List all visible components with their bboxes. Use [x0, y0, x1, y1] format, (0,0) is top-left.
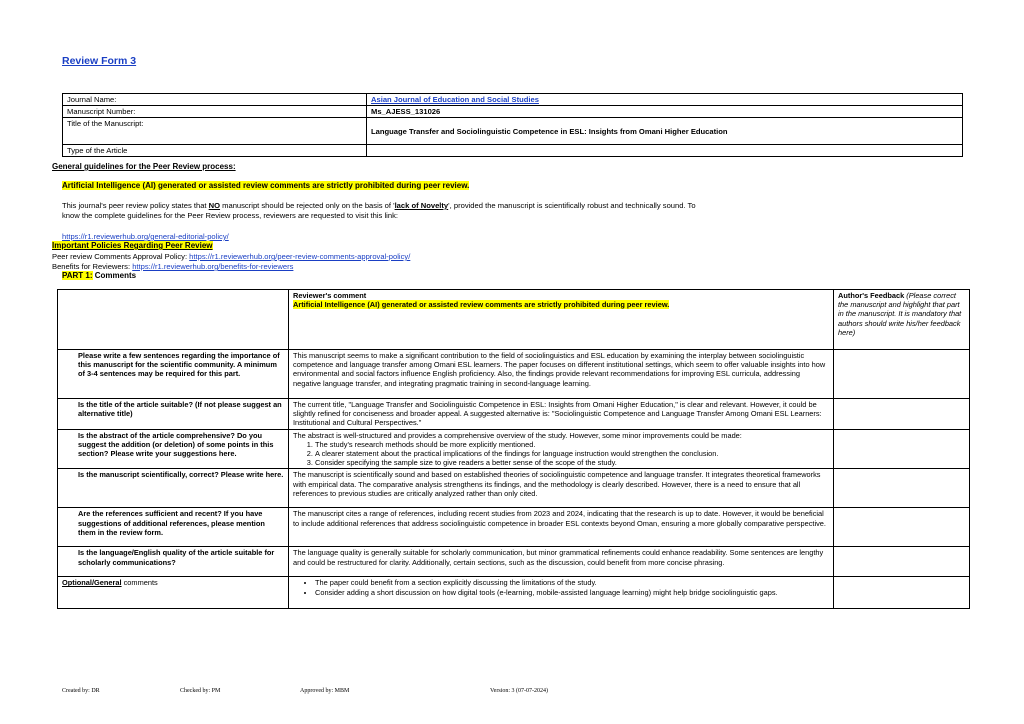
comment-abstract: The abstract is well-structured and provides a comprehensive overview of the study. However, some minor improvements could be made: 1. The study's research methods should be more explicitly mentioned. 2. A clearer statement about the practical implications of the findings for language instruction would strengthen the conclusion. 3. Consider specifying the sample size to give readers a better sense of the scope of the study. [289, 429, 834, 469]
journal-label: Journal Name: [63, 94, 367, 106]
optional-comments [289, 577, 834, 609]
manuscript-number-label: Manuscript Number: [63, 106, 367, 118]
form-title: Review Form 3 [62, 55, 137, 67]
list-item: 1. The study's research methods should be more explicitly mentioned. [315, 440, 829, 449]
question-abstract: Is the abstract of the article comprehensive? Do you suggest the addition (or deletion) of some points in this section? Please write your suggestions here. [58, 429, 289, 469]
footer-approved: Approved by: MBM [300, 688, 350, 694]
article-type-label: Type of the Article [63, 145, 367, 157]
part1-label: PART 1: [62, 271, 93, 280]
comment-title: The current title, "Language Transfer and Sociolinguistic Competence in ESL: Insights from Omani Higher Education," is clear and relevant. However, it could be slightly refined for conciseness and broader appeal. A suggested alternative is: "Sociolinguistic Competence and Language Transfer Among Omani ESL Learners: Institutional and Cultural Perspectives." [289, 399, 834, 430]
question-title: Is the title of the article suitable? (If not please suggest an alternative title) [58, 399, 289, 430]
author-feedback-cell[interactable] [834, 429, 970, 469]
article-type-value [367, 145, 963, 157]
header-question-cell [58, 290, 289, 350]
comment-importance: This manuscript seems to make a significant contribution to the field of sociolinguistics and ESL education by examining the interplay between sociolinguistic competence and language transfer among Omani ESL learners. The paper focuses on different institutional settings, which seem to offer valuable insights into how environmental and social factors influence English proficiency. Also, the findings provide relevant recommendations for improving ESL curricula, addressing negative language transfer, and integrating pragmatic training in second-language learning. [289, 350, 834, 399]
policy-novelty: lack of Novelty [394, 201, 449, 210]
manuscript-title-label: Title of the Manuscript: [63, 118, 367, 145]
footer-checked: Checked by: PM [180, 688, 221, 694]
reviewer-comment-header: Reviewer's comment Artificial Intelligence (AI) generated or assisted review comments are strictly prohibited during peer review. [289, 290, 834, 350]
comment-references: The manuscript cites a range of references, including recent studies from 2023 and 2024, indicating that the research is up to date. However, it would be beneficial to include additional references that address sociolinguistic competence in broader ESL contexts beyond Oman, ensuring a more globally comparative perspective. [289, 508, 834, 547]
question-importance: Please write a few sentences regarding the importance of this manuscript for the scientific community. A minimum of 3-4 sentences may be required for this part. [58, 350, 289, 399]
question-references: Are the references sufficient and recent? If you have suggestions of additional references, please mention them in the review form. [58, 508, 289, 547]
author-feedback-cell[interactable] [834, 399, 970, 430]
author-feedback-cell[interactable] [834, 577, 970, 609]
approval-policy-link[interactable]: https://r1.reviewerhub.org/peer-review-comments-approval-policy/ [189, 252, 411, 261]
author-feedback-cell[interactable] [834, 469, 970, 508]
reviewer-ai-note: Artificial Intelligence (AI) generated or assisted review comments are strictly prohibited during peer review. [293, 300, 670, 310]
part1-title: Comments [92, 271, 137, 280]
question-language: Is the language/English quality of the article suitable for scholarly communications? [58, 547, 289, 577]
guidelines-heading: General guidelines for the Peer Review process: [52, 162, 236, 171]
comment-scientific: The manuscript is scientifically sound and based on established theories of sociolinguistic competence and language transfer. It integrates theoretical frameworks with empirical data. The comparative analysis strengthens its findings, and the methodology is clearly described. However, there is a need to ensure that all references to previous studies are critically analyzed rather than only cited. [289, 469, 834, 508]
author-feedback-cell[interactable] [834, 508, 970, 547]
important-policies-heading: Important Policies Regarding Peer Review [52, 241, 213, 250]
review-comments-table [57, 289, 970, 609]
author-feedback-cell[interactable] [834, 350, 970, 399]
approval-policy-line: Peer review Comments Approval Policy: https://r1.reviewerhub.org/peer-review-comments-approval-policy/ [52, 252, 411, 261]
benefits-link[interactable]: https://r1.reviewerhub.org/benefits-for-reviewers [132, 262, 294, 271]
manuscript-title-value: Language Transfer and Sociolinguistic Competence in ESL: Insights from Omani Higher Education [367, 118, 963, 145]
author-feedback-cell[interactable] [834, 547, 970, 577]
author-feedback-header: Author's Feedback (Please correct the manuscript and highlight that part in the manuscript. It is mandatory that authors should write his/her feedback here) [834, 290, 970, 350]
footer-created: Created by: DR [62, 688, 100, 694]
list-item: 2. A clearer statement about the practical implications of the findings for language instruction would strengthen the conclusion. [315, 449, 829, 458]
editorial-policy-link[interactable]: https://r1.reviewerhub.org/general-editorial-policy/ [62, 232, 229, 241]
list-item: • The paper could benefit from a section explicitly discussing the limitations of the study. [315, 578, 829, 587]
benefits-line: Benefits for Reviewers: https://r1.reviewerhub.org/benefits-for-reviewers [52, 262, 294, 271]
manuscript-number-value: Ms_AJESS_131026 [367, 106, 963, 118]
optional-comments-label: Optional/General comments [58, 577, 289, 609]
list-item: • Consider adding a short discussion on how digital tools (e-learning, mobile-assisted language learning) might help bridge sociolinguistic gaps. [315, 588, 829, 597]
policy-no: NO [208, 201, 221, 210]
manuscript-info-table [62, 93, 963, 157]
ai-warning: Artificial Intelligence (AI) generated or assisted review comments are strictly prohibited during peer review. [62, 181, 470, 190]
list-item: 3. Consider specifying the sample size to give readers a better sense of the scope of the study. [315, 458, 829, 467]
journal-name-link[interactable]: Asian Journal of Education and Social Studies [371, 95, 539, 104]
footer-version: Version: 3 (07-07-2024) [490, 688, 548, 694]
policy-text: This journal's peer review policy states that NO manuscript should be rejected only on the basis of 'lack of Novelty', provided the manuscript is scientifically robust and technically sound. To know the complete guidelines for the Peer Review process, reviewers are requested to visit this link: [62, 201, 696, 220]
part1-heading [62, 271, 136, 280]
question-scientific: Is the manuscript scientifically, correct? Please write here. [58, 469, 289, 508]
comment-language: The language quality is generally suitable for scholarly communication, but minor grammatical refinements could enhance readability. Some sentences are lengthy and could be restructured for clarity. Additionally, certain sections, such as the discussion, could benefit from more concise phrasing. [289, 547, 834, 577]
